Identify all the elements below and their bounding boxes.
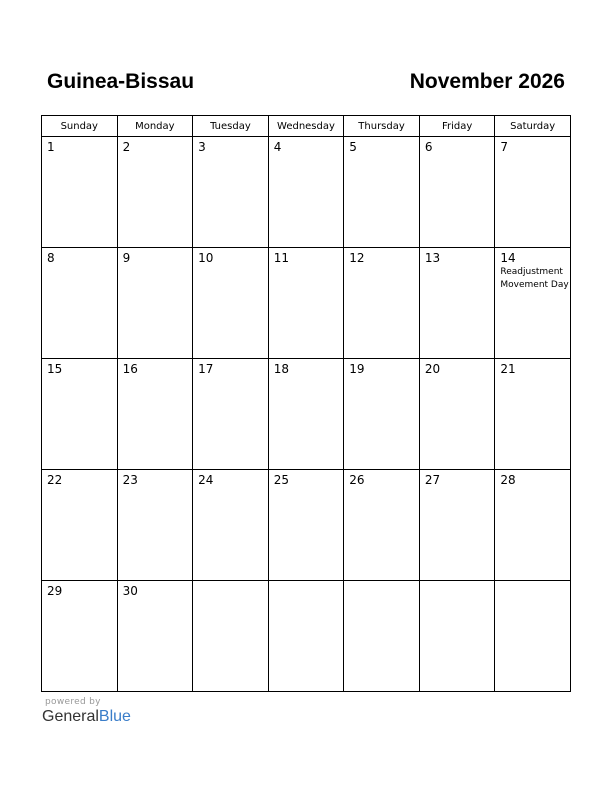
day-number: 26 <box>349 473 365 487</box>
weekday-header: Friday <box>419 116 495 137</box>
day-cell <box>495 470 571 581</box>
weekday-header-row <box>42 116 571 137</box>
day-cell <box>268 359 344 470</box>
day-number: 18 <box>273 362 289 376</box>
month-calendar-grid <box>41 115 571 692</box>
holiday-label: Readjustment Movement Day <box>500 267 569 290</box>
day-cell-holiday <box>495 248 571 359</box>
weekday-header: Tuesday <box>193 116 269 137</box>
week-row <box>42 359 571 470</box>
day-cell-empty <box>268 581 344 692</box>
day-cell <box>419 248 495 359</box>
day-number: 25 <box>273 473 289 487</box>
day-cell <box>495 359 571 470</box>
day-cell <box>117 470 193 581</box>
day-cell-empty <box>419 581 495 692</box>
day-number: 11 <box>273 251 289 265</box>
day-number: 5 <box>349 140 357 154</box>
day-number: 24 <box>198 473 214 487</box>
day-number: 7 <box>500 140 509 154</box>
day-number: 20 <box>424 362 441 376</box>
day-number: 22 <box>47 473 63 487</box>
day-cell <box>268 470 344 581</box>
day-cell <box>419 359 495 470</box>
day-cell-empty <box>193 581 269 692</box>
weekday-header: Thursday <box>344 116 420 137</box>
generalblue-logo[interactable] <box>42 708 131 726</box>
day-number: 4 <box>273 140 282 154</box>
day-number: 14 <box>500 251 516 265</box>
month-year-title: November 2026 <box>409 70 565 93</box>
day-number: 9 <box>122 251 131 265</box>
day-cell <box>419 470 495 581</box>
day-cell <box>344 470 420 581</box>
day-cell <box>193 359 269 470</box>
day-cell <box>344 248 420 359</box>
day-cell <box>193 137 269 248</box>
day-number: 6 <box>424 140 433 154</box>
weekday-header: Wednesday <box>268 116 344 137</box>
week-row <box>42 248 571 359</box>
day-number: 23 <box>122 473 138 487</box>
day-cell <box>117 248 193 359</box>
day-number: 29 <box>47 584 63 598</box>
day-cell <box>268 248 344 359</box>
weekday-header: Saturday <box>495 116 571 137</box>
day-number <box>495 581 570 584</box>
day-number: 21 <box>500 362 516 376</box>
day-cell <box>193 470 269 581</box>
day-cell <box>117 581 193 692</box>
footer-branding <box>42 697 131 726</box>
week-row <box>42 137 571 248</box>
day-number: 17 <box>198 362 214 376</box>
day-cell <box>42 248 118 359</box>
day-number: 3 <box>198 140 206 154</box>
day-number <box>420 581 495 584</box>
day-number: 16 <box>122 362 138 376</box>
day-cell <box>344 137 420 248</box>
day-number <box>344 581 419 584</box>
day-number: 27 <box>424 473 441 487</box>
week-row <box>42 581 571 692</box>
day-cell <box>117 137 193 248</box>
day-cell-empty <box>495 581 571 692</box>
country-title: Guinea-Bissau <box>47 70 195 93</box>
powered-by-text: powered by <box>45 697 101 707</box>
day-cell <box>193 248 269 359</box>
day-number: 30 <box>122 584 138 598</box>
day-number <box>269 581 344 584</box>
brand-general-text: General <box>42 708 99 725</box>
day-cell <box>42 359 118 470</box>
day-number: 2 <box>122 140 131 154</box>
day-cell <box>42 470 118 581</box>
weekday-header: Sunday <box>42 116 118 137</box>
calendar-header <box>41 70 571 100</box>
day-number: 1 <box>47 140 55 154</box>
weekday-header: Monday <box>117 116 193 137</box>
day-number: 15 <box>47 362 63 376</box>
day-cell <box>495 137 571 248</box>
day-number: 28 <box>500 473 516 487</box>
day-cell <box>344 359 420 470</box>
day-number: 8 <box>47 251 55 265</box>
day-number: 10 <box>198 251 214 265</box>
day-cell <box>42 581 118 692</box>
day-cell <box>419 137 495 248</box>
day-number: 13 <box>424 251 441 265</box>
day-number: 12 <box>349 251 365 265</box>
day-cell <box>42 137 118 248</box>
day-number: 19 <box>349 362 365 376</box>
week-row <box>42 470 571 581</box>
day-cell <box>117 359 193 470</box>
day-cell <box>268 137 344 248</box>
day-cell-empty <box>344 581 420 692</box>
day-number <box>193 581 268 584</box>
brand-blue-text: Blue <box>98 708 131 725</box>
